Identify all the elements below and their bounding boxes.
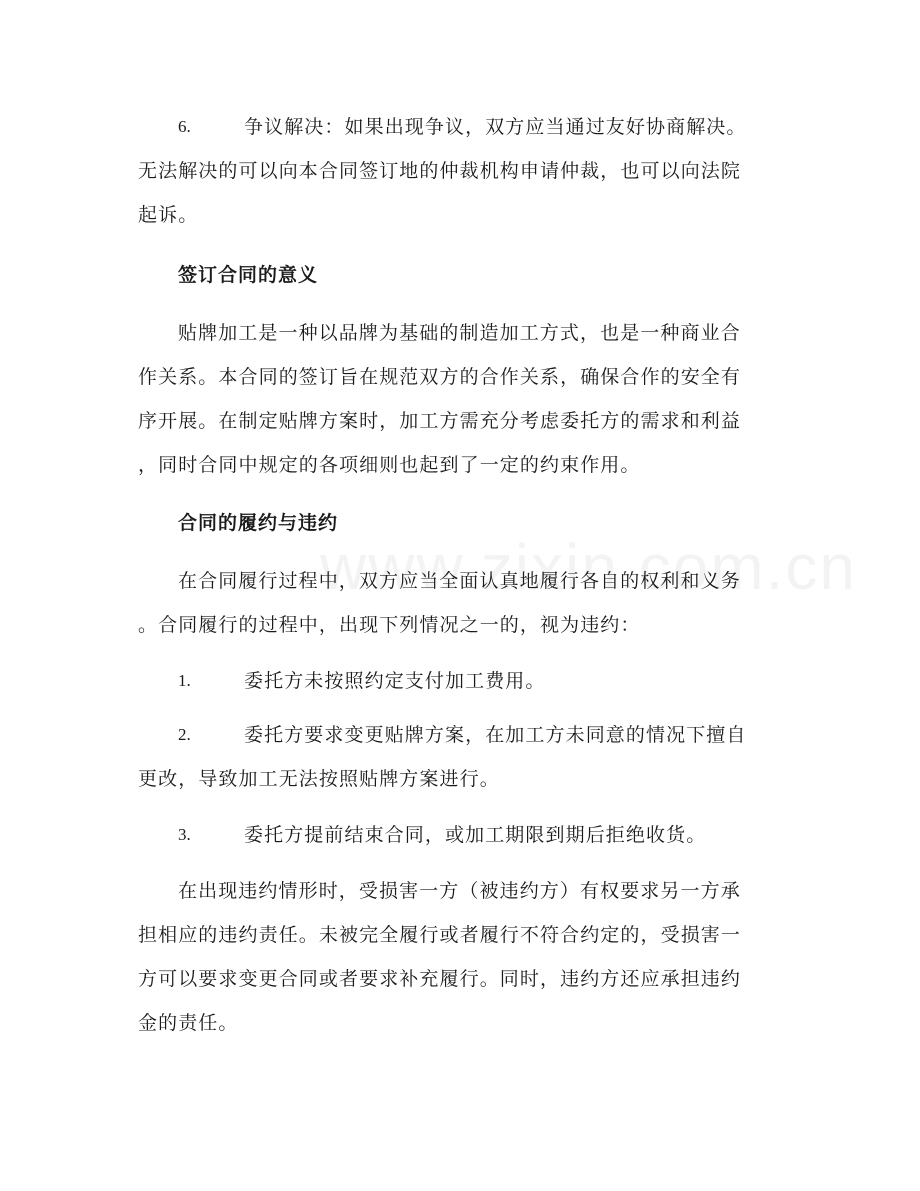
paragraph-line: 方可以要求变更合同或者要求补充履行。同时，违约方还应承担违约 (138, 968, 742, 990)
list-number: 1. (178, 671, 191, 690)
list-item-text: 争议解决：如果出现争议，双方应当通过友好协商解决。 (244, 116, 747, 138)
paragraph-line: ，同时合同中规定的各项细则也起到了一定的约束作用。 (138, 454, 641, 476)
paragraph-line: 更改，导致加工无法按照贴牌方案进行。 (138, 768, 500, 790)
list-item-text: 委托方要求变更贴牌方案，在加工方未同意的情况下擅自 (244, 724, 747, 746)
list-number: 6. (178, 117, 191, 136)
paragraph-line: 。合同履行的过程中，出现下列情况之一的，视为违约： (138, 614, 641, 636)
section-heading: 合同的履约与违约 (178, 512, 339, 534)
paragraph-line: 金的责任。 (138, 1012, 239, 1034)
paragraph-line: 贴牌加工是一种以品牌为基础的制造加工方式，也是一种商业合 (178, 322, 741, 344)
paragraph-line: 在出现违约情形时，受损害一方（被违约方）有权要求另一方承 (178, 880, 741, 902)
list-number: 3. (178, 825, 191, 844)
paragraph-line: 作关系。本合同的签订旨在规范双方的合作关系，确保合作的安全有 (138, 366, 742, 388)
list-number: 2. (178, 725, 191, 744)
paragraph-line: 在合同履行过程中，双方应当全面认真地履行各自的权利和义务 (178, 570, 741, 592)
paragraph-line: 起诉。 (138, 204, 199, 226)
list-item-text: 委托方提前结束合同，或加工期限到期后拒绝收货。 (244, 824, 707, 846)
section-heading: 签订合同的意义 (178, 264, 319, 286)
list-item-text: 委托方未按照约定支付加工费用。 (244, 670, 546, 692)
paragraph-line: 序开展。在制定贴牌方案时，加工方需充分考虑委托方的需求和利益 (138, 410, 742, 432)
paragraph-line: 无法解决的可以向本合同签订地的仲裁机构申请仲裁，也可以向法院 (138, 160, 742, 182)
paragraph-line: 担相应的违约责任。未被完全履行或者履行不符合约定的，受损害一 (138, 924, 742, 946)
